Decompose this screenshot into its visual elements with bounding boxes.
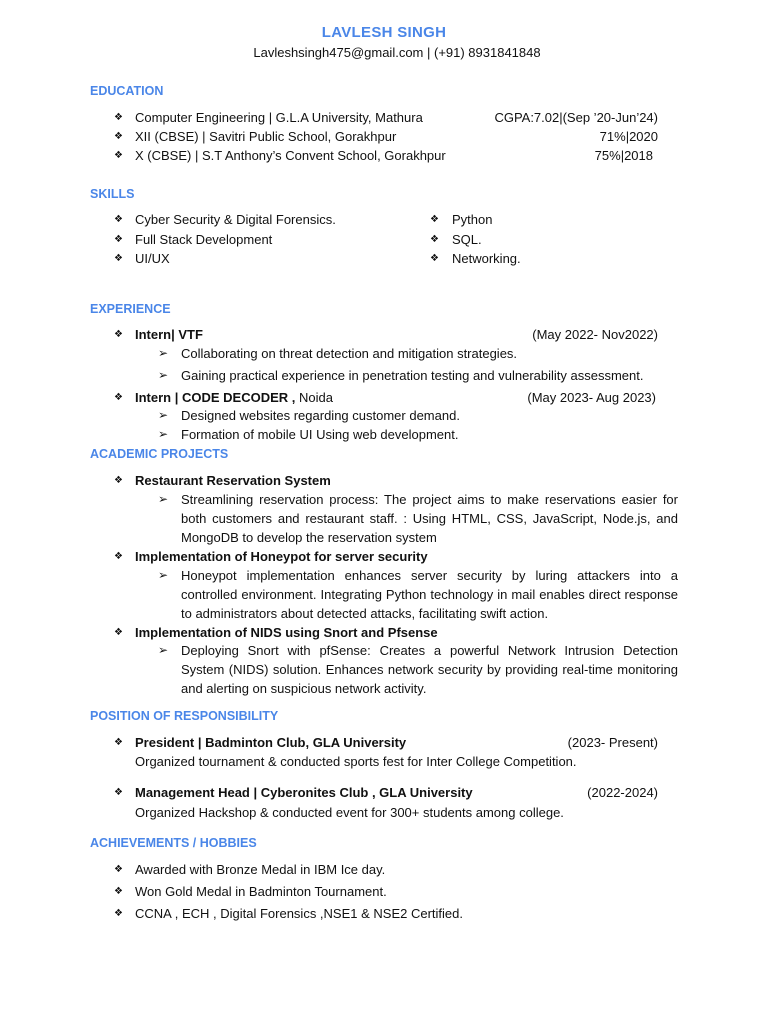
education-heading: EDUCATION <box>90 84 164 98</box>
experience-dates: (May 2022- Nov2022) <box>532 327 658 342</box>
responsibility-dates: (2022-2024) <box>587 785 658 800</box>
education-text: X (CBSE) | S.T Anthony’s Convent School, Gorakhpur <box>135 148 446 163</box>
project-description: Streamlining reservation process: The project aims to make reservations easier for both customers and restaurant staff. : Using HTML, CSS, JavaScript, Node.js, and MongoDB to develop the reservation system <box>181 492 678 545</box>
diamond-bullet-icon: ❖ <box>114 112 123 123</box>
experience-role <box>135 325 203 344</box>
experience-dates: (May 2023- Aug 2023) <box>527 390 656 405</box>
experience-role-title: Intern| VTF <box>135 327 203 342</box>
skill-text: Networking. <box>452 251 521 266</box>
diamond-bullet-icon: ❖ <box>114 150 123 161</box>
project-title-text: Implementation of Honeypot for server security <box>135 549 428 564</box>
project-title-text: Restaurant Reservation System <box>135 473 331 488</box>
responsibility-title <box>135 783 473 802</box>
arrow-bullet-icon: ➢ <box>158 492 169 506</box>
diamond-bullet-icon: ❖ <box>114 475 123 486</box>
diamond-bullet-icon: ❖ <box>114 908 123 919</box>
candidate-name: LAVLESH SINGH <box>321 24 447 41</box>
project-title <box>135 547 428 566</box>
experience-point: Formation of mobile UI Using web development. <box>181 427 459 442</box>
arrow-bullet-icon: ➢ <box>158 643 169 657</box>
contact-line: Lavleshsingh475@gmail.com | (+91) 8931841848 <box>253 45 541 60</box>
diamond-bullet-icon: ❖ <box>114 737 123 748</box>
arrow-bullet-icon: ➢ <box>158 427 169 441</box>
responsibility-title-text: Management Head | Cyberonites Club , GLA University <box>135 785 473 800</box>
project-description: Honeypot implementation enhances server security by luring attackers into a controlled environment. Integrating Python technology in mail enables direct response to administrators about detected attacks, facilitating swift action. <box>181 568 678 621</box>
skill-text: SQL. <box>452 232 482 247</box>
diamond-bullet-icon: ❖ <box>430 253 439 264</box>
experience-point: Gaining practical experience in penetration testing and vulnerability assessment. <box>181 368 644 383</box>
education-score: 71%|2020 <box>599 129 658 144</box>
diamond-bullet-icon: ❖ <box>114 627 123 638</box>
responsibility-title <box>135 733 406 752</box>
experience-role-title: Intern | CODE DECODER , <box>135 390 296 405</box>
diamond-bullet-icon: ❖ <box>114 214 123 225</box>
arrow-bullet-icon: ➢ <box>158 408 169 422</box>
skill-text: Cyber Security & Digital Forensics. <box>135 212 336 227</box>
diamond-bullet-icon: ❖ <box>114 886 123 897</box>
education-score: 75%|2018 <box>594 148 653 163</box>
responsibility-description: Organized tournament & conducted sports fest for Inter College Competition. <box>135 754 577 769</box>
experience-point: Designed websites regarding customer demand. <box>181 408 460 423</box>
achievements-heading: ACHIEVEMENTS / HOBBIES <box>90 836 257 850</box>
achievement-text: CCNA , ECH , Digital Forensics ,NSE1 & NSE2 Certified. <box>135 906 463 921</box>
diamond-bullet-icon: ❖ <box>114 864 123 875</box>
project-title <box>135 623 438 642</box>
skills-heading: SKILLS <box>90 187 135 201</box>
arrow-bullet-icon: ➢ <box>158 568 169 582</box>
responsibility-heading: POSITION OF RESPONSIBILITY <box>90 709 279 723</box>
skill-text: Python <box>452 212 493 227</box>
diamond-bullet-icon: ❖ <box>114 234 123 245</box>
experience-role <box>135 388 333 407</box>
projects-heading: ACADEMIC PROJECTS <box>90 447 229 461</box>
achievement-text: Won Gold Medal in Badminton Tournament. <box>135 884 387 899</box>
education-score: CGPA:7.02|(Sep ’20-Jun’24) <box>494 110 658 125</box>
project-title-text: Implementation of NIDS using Snort and Pfsense <box>135 625 438 640</box>
arrow-bullet-icon: ➢ <box>158 368 169 382</box>
experience-point: Collaborating on threat detection and mitigation strategies. <box>181 346 518 361</box>
project-description: Deploying Snort with pfSense: Creates a powerful Network Intrusion Detection System (NIDS) solution. Enhances network security by providing real-time monitoring and alerting on suspicious network activity. <box>181 643 678 696</box>
experience-location: Noida <box>295 390 333 405</box>
project-title <box>135 471 331 490</box>
diamond-bullet-icon: ❖ <box>114 787 123 798</box>
experience-heading: EXPERIENCE <box>90 302 171 316</box>
diamond-bullet-icon: ❖ <box>114 329 123 340</box>
education-text: XII (CBSE) | Savitri Public School, Gorakhpur <box>135 129 397 144</box>
diamond-bullet-icon: ❖ <box>430 234 439 245</box>
diamond-bullet-icon: ❖ <box>114 253 123 264</box>
diamond-bullet-icon: ❖ <box>430 214 439 225</box>
skill-text: UI/UX <box>135 251 170 266</box>
responsibility-description: Organized Hackshop & conducted event for 300+ students among college. <box>135 805 564 820</box>
arrow-bullet-icon: ➢ <box>158 346 169 360</box>
diamond-bullet-icon: ❖ <box>114 131 123 142</box>
education-text: Computer Engineering | G.L.A University, Mathura <box>135 110 423 125</box>
achievement-text: Awarded with Bronze Medal in IBM Ice day. <box>135 862 386 877</box>
diamond-bullet-icon: ❖ <box>114 551 123 562</box>
responsibility-dates: (2023- Present) <box>567 735 658 750</box>
skill-text: Full Stack Development <box>135 232 273 247</box>
diamond-bullet-icon: ❖ <box>114 392 123 403</box>
responsibility-title-text: President | Badminton Club, GLA University <box>135 735 407 750</box>
